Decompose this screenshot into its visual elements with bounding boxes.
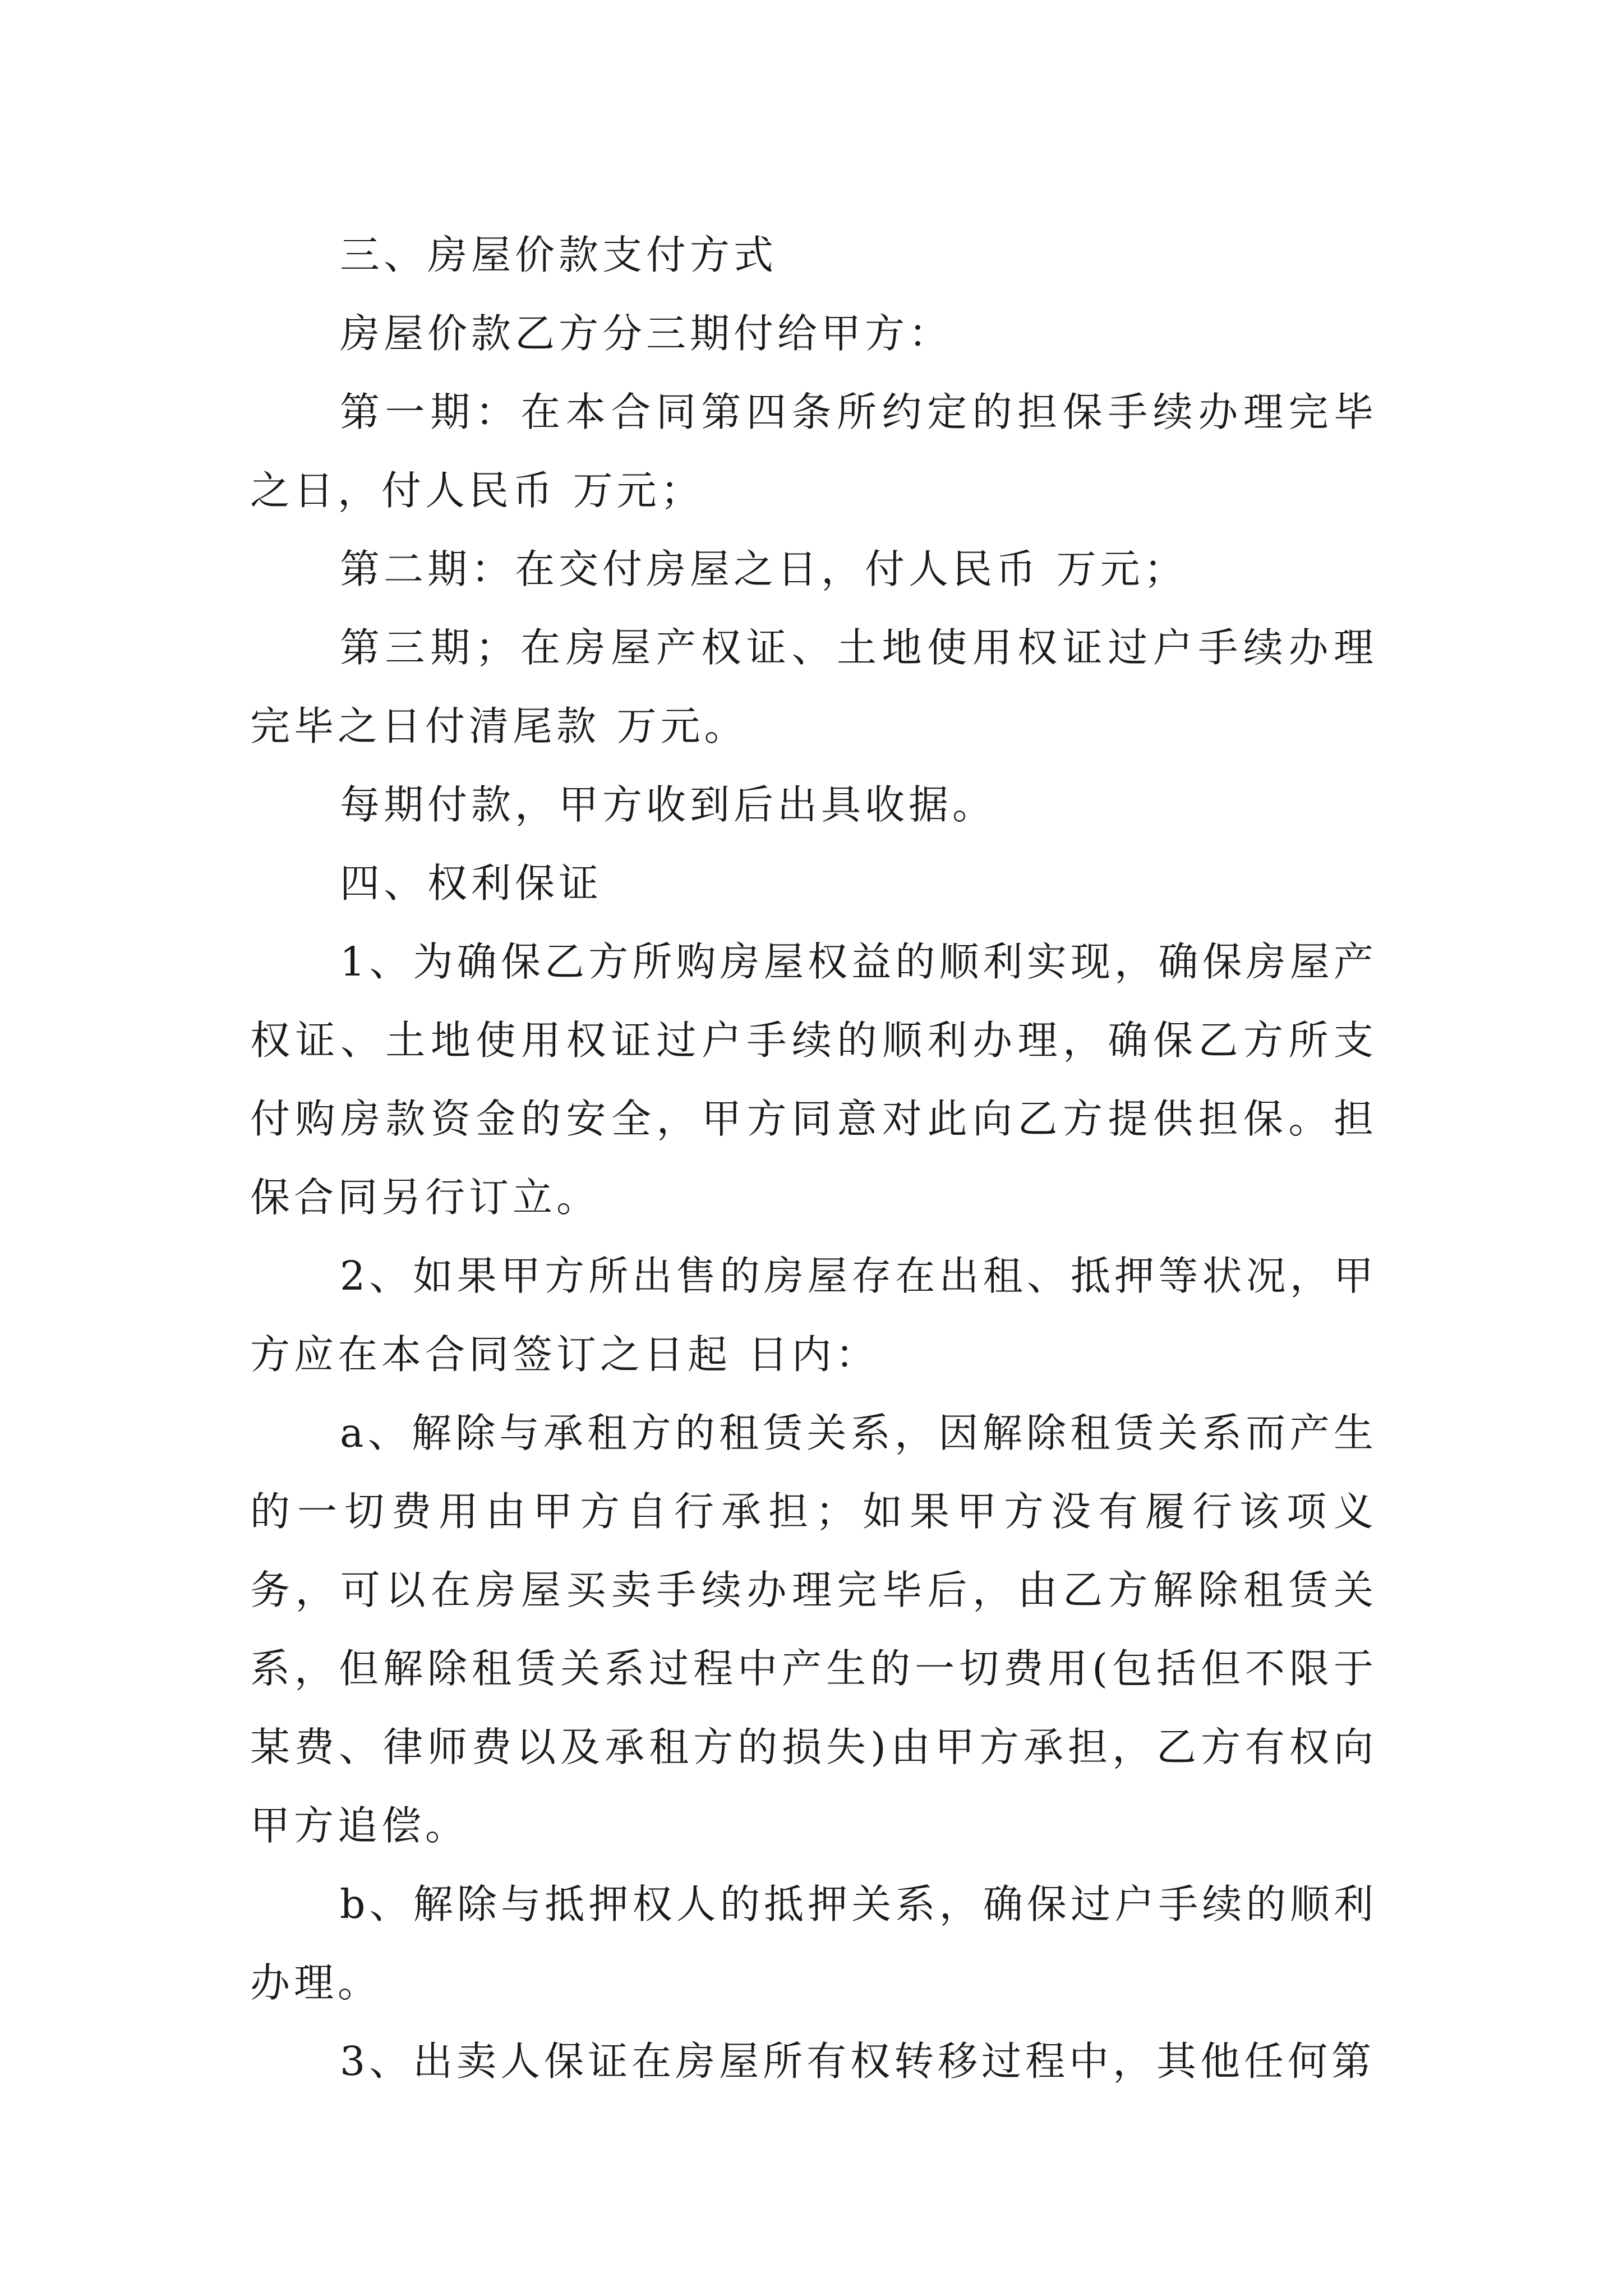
- paragraph-guarantee-2: 2、如果甲方所出售的房屋存在出租、抵押等状况，甲方应在本合同签订之日起 日内：: [250, 1253, 1377, 1378]
- paragraph-second-installment: 第二期：在交付房屋之日，付人民币 万元；: [340, 546, 1188, 592]
- document-body: [250, 216, 1377, 2101]
- paragraph-guarantee-2a: a、解除与承租方的租赁关系，因解除租赁关系而产生的一切费用由甲方自行承担；如果甲方没有履行该项义务，可以在房屋买卖手续办理完毕后，由乙方解除租赁关系，但解除租赁关系过程中产生的一切费用(包括但不限于某费、律师费以及承租方的损失)由甲方承担，乙方有权向甲方追偿。: [250, 1410, 1377, 1849]
- section-heading-payment: 三、房屋价款支付方式: [340, 232, 778, 278]
- paragraph-guarantee-2b: b、解除与抵押权人的抵押关系，确保过户手续的顺利办理。: [250, 1881, 1377, 2006]
- paragraph-receipt: 每期付款，甲方收到后出具收据。: [340, 781, 997, 828]
- paragraph-guarantee-1: 1、为确保乙方所购房屋权益的顺利实现，确保房屋产权证、土地使用权证过户手续的顺利办理，确保乙方所支付购房款资金的安全，甲方同意对此向乙方提供担保。担保合同另行订立。: [250, 938, 1377, 1221]
- paragraph-payment-intro: 房屋价款乙方分三期付给甲方：: [340, 310, 953, 357]
- paragraph-third-installment: 第三期；在房屋产权证、土地使用权证过户手续办理完毕之日付清尾款 万元。: [250, 624, 1377, 749]
- section-heading-guarantee: 四、权利保证: [340, 860, 603, 907]
- paragraph-guarantee-3: 3、出卖人保证在房屋所有权转移过程中，其他任何第: [340, 2038, 1376, 2085]
- paragraph-first-installment: 第一期：在本合同第四条所约定的担保手续办理完毕之日，付人民币 万元；: [250, 389, 1377, 514]
